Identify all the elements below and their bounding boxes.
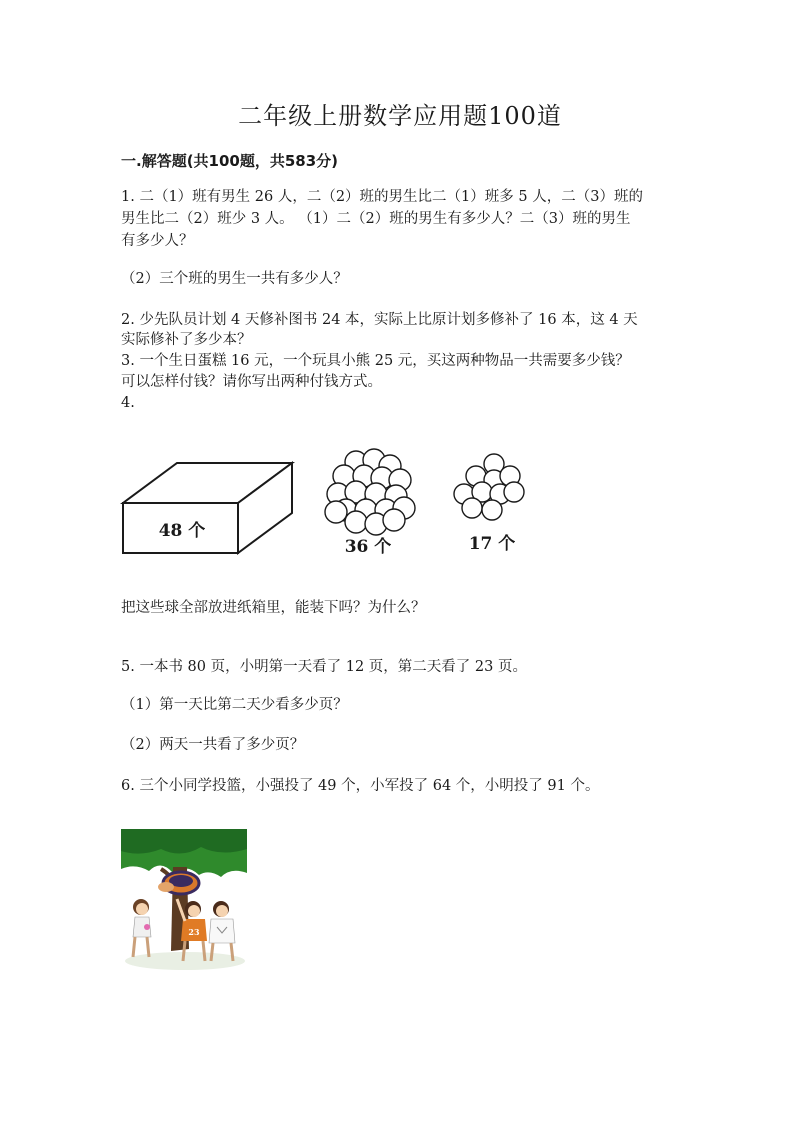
question-1-line-2: 男生比二（2）班少 3 人。 （1）二（2）班的男生有多少人？二（3）班的男生: [121, 211, 631, 227]
ball-group-17-label: 17 个: [468, 534, 516, 554]
question-5-sub-1: （1）第一天比第二天少看多少页？: [121, 697, 348, 713]
question-1-line-1: 1. 二（1）班有男生 26 人，二（2）班的男生比二（1）班多 5 人，二（3）班的: [121, 189, 643, 205]
ball-group-36-label: 36 个: [344, 537, 392, 557]
basketball-illustration: [121, 829, 247, 971]
ball-group-36: [322, 448, 418, 560]
question-4-text: 把这些球全部放进纸箱里，能装下吗？为什么？: [121, 600, 426, 616]
question-2-line-1: 2. 少先队员计划 4 天修补图书 24 本，实际上比原计划多修补了 16 本，这 4 天: [121, 312, 638, 328]
jersey-number: 23: [188, 927, 200, 937]
question-3-line-2: 可以怎样付钱？请你写出两种付钱方式。: [121, 374, 382, 390]
question-4-number: 4.: [121, 395, 135, 411]
question-6-line-1: 6. 三个小同学投篮，小强投了 49 个，小军投了 64 个，小明投了 91 个。: [121, 778, 600, 794]
box-illustration: [120, 455, 298, 557]
ball-group-17: [450, 452, 528, 556]
section-heading: 一.解答题(共100题，共583分): [121, 152, 339, 170]
question-5-sub-2: （2）两天一共看了多少页？: [121, 737, 305, 753]
question-5-line-1: 5. 一本书 80 页，小明第一天看了 12 页，第二天看了 23 页。: [121, 659, 527, 675]
page-title: 二年级上册数学应用题100道: [238, 102, 562, 130]
question-1-line-3: 有多少人？: [121, 233, 194, 249]
box-label: 48 个: [158, 521, 206, 541]
question-3-line-1: 3. 一个生日蛋糕 16 元，一个玩具小熊 25 元，买这两种物品一共需要多少钱？: [121, 353, 630, 369]
question-1-sub-2: （2）三个班的男生一共有多少人？: [121, 271, 348, 287]
question-2-line-2: 实际修补了多少本？: [121, 332, 252, 348]
